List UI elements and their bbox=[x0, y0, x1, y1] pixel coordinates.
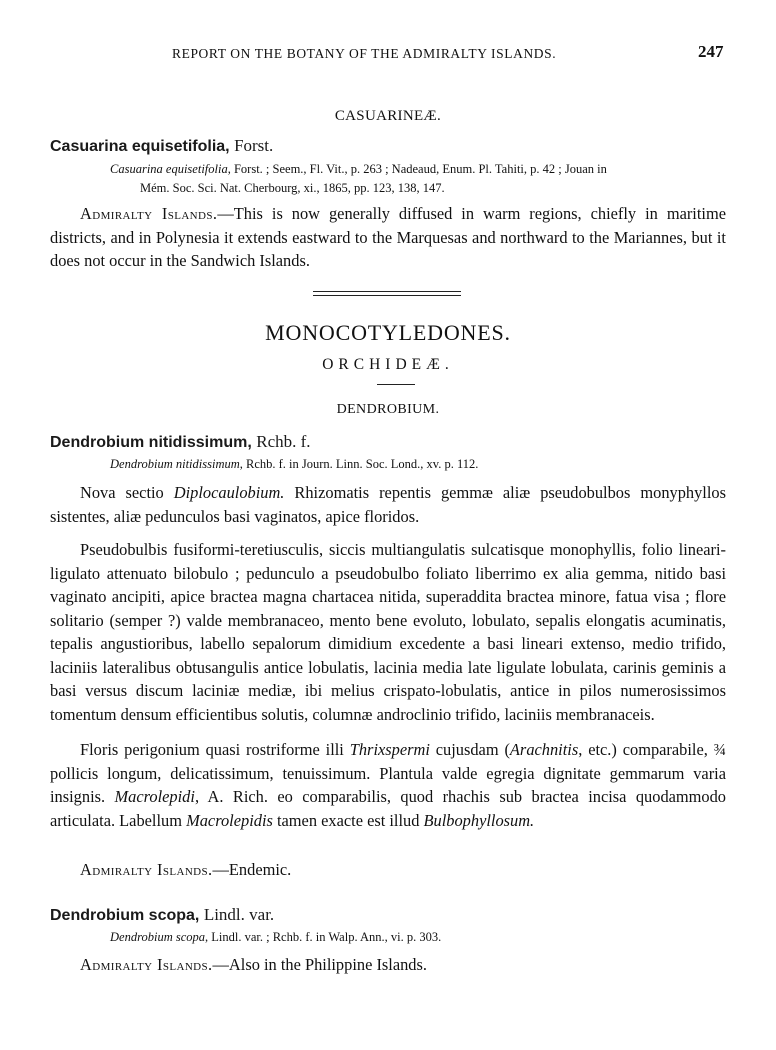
reference-taxon: Dendrobium nitidissimum bbox=[110, 457, 240, 471]
distribution-text: —This is now generally diffused in warm regions, chiefly in maritime districts, and in Polynesia it extends eastward to the Marquesas and northward to the Mariannes, but it does not occur in the Sandwich Islands. bbox=[50, 204, 726, 270]
species-name: Dendrobium nitidissimum, bbox=[50, 434, 252, 451]
locality-label: Admiralty Islands. bbox=[80, 955, 213, 974]
comparison-paragraph bbox=[50, 738, 726, 832]
running-head: REPORT ON THE BOTANY OF THE ADMIRALTY ISLANDS. bbox=[172, 46, 557, 61]
text-run: Nova sectio bbox=[80, 483, 174, 502]
section-name: Diplocaulobium. bbox=[173, 483, 285, 502]
species-name: Casuarina equisetifolia, bbox=[50, 138, 230, 155]
reference-citation: , Lindl. var. ; Rchb. f. in Walp. Ann., vi. p. 303. bbox=[205, 930, 442, 944]
reference-line-2: Mém. Soc. Sci. Nat. Cherbourg, xi., 1865, pp. 123, 138, 147. bbox=[140, 181, 445, 195]
genus-heading: DENDROBIUM. bbox=[336, 402, 440, 417]
reference-citation: , Forst. ; Seem., Fl. Vit., p. 263 ; Nadeaud, Enum. Pl. Tahiti, p. 42 ; Jouan in bbox=[227, 162, 607, 176]
taxon-name: Macrolepidi bbox=[114, 787, 195, 806]
species-name: Dendrobium scopa, bbox=[50, 907, 200, 924]
page-number: 247 bbox=[698, 42, 724, 61]
text-run: cujusdam ( bbox=[429, 740, 510, 759]
latin-description-paragraph: Pseudobulbis fusiformi-teretiusculis, siccis multiangulatis sulcatisque monophyllis, folio lineari-ligulato attenuato bilobulo ; pedunculo a pseudobulbo foliato liberrimo ex alia gemma, nitido basi vaginato ancipiti, apice bractea magna chartacea nitida, superaddita bractea minore, fatua visa ; flore solitario (semper ?) valde membranaceo, mento bene evoluto, lobulato, sepalis elongatis acuminatis, tepalis angustioribus, labello sepalorum dimidium excedente a basi lineari extenso, medio trifido, laciniis lateralibus obtusangulis antice lobulatis, lacinia media late ligulate lobulata, carinis geminis a basi versus discum laciniæ mediæ, ibi melius crispato-lobulatis, antice in pilos numerosissimos tomentum densum efficientibus solutis, columnæ androclinio trifido, laciniis membranaceis. bbox=[50, 540, 726, 724]
locality-text: —Endemic. bbox=[212, 860, 292, 879]
species-heading-nitidissimum bbox=[50, 432, 311, 452]
order-underline bbox=[377, 384, 415, 385]
locality-paragraph-nitidissimum bbox=[50, 858, 726, 882]
locality-label: Admiralty Islands. bbox=[80, 860, 213, 879]
locality-text: —Also in the Philippine Islands. bbox=[212, 955, 427, 974]
text-run: tamen exacte est illud bbox=[272, 810, 424, 830]
text-run: Rhizomatis repentis gemmæ aliæ pseudobulbos monyphyllos sistentes, aliæ pedunculos basi vaginatos, apice floridos. bbox=[50, 483, 726, 526]
text-run: , etc.) comparabile, ¾ pollicis longum, delicatissimum, tenuissimum. Plantula valde egregia dignitate gemmarum varia insignis. bbox=[50, 740, 726, 806]
species-author: Forst. bbox=[234, 136, 274, 155]
taxon-name: Arachnitis bbox=[509, 740, 579, 759]
taxon-name: Thrixspermi bbox=[349, 740, 430, 759]
text-run: Floris perigonium quasi rostriforme illi bbox=[80, 740, 350, 759]
locality-paragraph-scopa bbox=[50, 953, 726, 977]
family-heading-casuarineae: CASUARINEÆ. bbox=[334, 108, 442, 124]
reference-line-1 bbox=[110, 162, 607, 176]
species-author: Lindl. var. bbox=[203, 905, 275, 924]
text-run: , A. Rich. eo comparabilis, quod rhachis sub bractea incisa quodammodo articulata. Labellum bbox=[50, 787, 726, 830]
reference-citation: , Rchb. f. in Journ. Linn. Soc. Lond., xv. p. 112. bbox=[239, 457, 479, 471]
synonymy-reference-nitidissimum bbox=[110, 455, 730, 474]
synonymy-reference-scopa bbox=[110, 928, 730, 947]
synonymy-reference-casuarina bbox=[110, 160, 730, 198]
reference-taxon: Casuarina equisetifolia bbox=[110, 162, 228, 176]
species-heading-casuarina bbox=[50, 136, 273, 156]
locality-label: Admiralty Islands. bbox=[80, 204, 218, 223]
species-author: Rchb. f. bbox=[256, 432, 311, 451]
taxon-name: Macrolepidis bbox=[186, 810, 273, 830]
class-heading: MONOCOTYLEDONES. bbox=[265, 320, 511, 345]
order-heading: ORCHIDEÆ. bbox=[322, 356, 454, 373]
species-heading-scopa bbox=[50, 905, 274, 925]
taxon-name: Bulbophyllosum. bbox=[423, 810, 535, 830]
section-divider bbox=[313, 291, 461, 296]
reference-taxon: Dendrobium scopa bbox=[110, 930, 206, 944]
section-description-paragraph bbox=[50, 481, 726, 528]
distribution-paragraph-casuarina bbox=[50, 202, 726, 273]
